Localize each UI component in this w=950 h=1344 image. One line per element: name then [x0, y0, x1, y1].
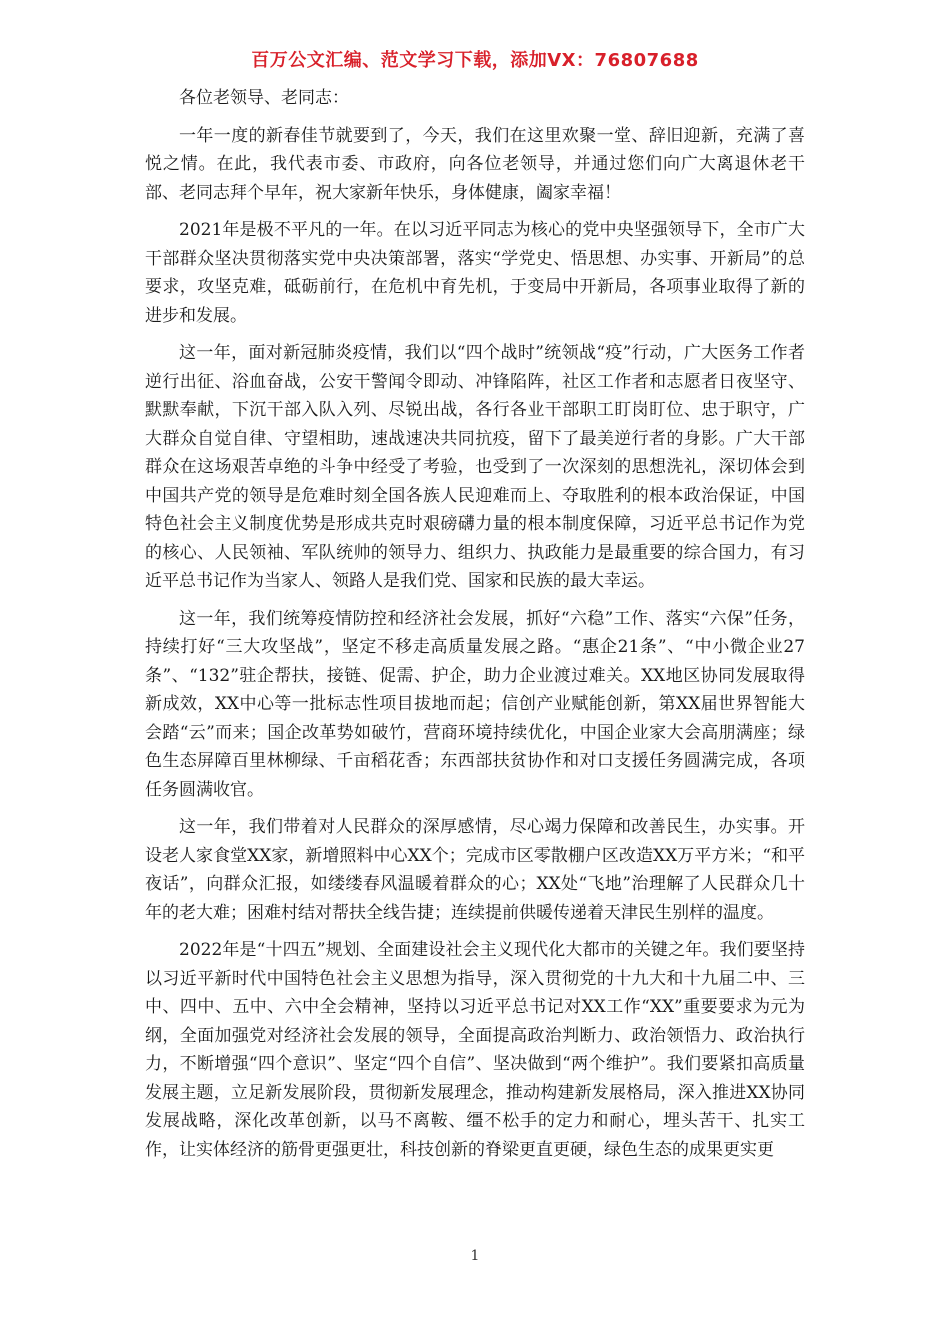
salutation: 各位老领导、老同志： — [179, 88, 349, 108]
paragraph-livelihood: 这一年，我们带着对人民群众的深厚感情，尽心竭力保障和改善民生，办实事。开设老人家食堂XX家，新增照料中心XX个；完成市区零散棚户区改造XX万平方米；“和平夜话”，向群众汇报，如缕缕春风温暖着群众的心；XX处“飞地”治理解了人民群众几十年的老大难；困难村结对帮扶全线告捷；连续提前供暖传递着天津民生别样的温度。 — [145, 817, 805, 923]
header-banner: 百万公文汇编、范文学习下载，添加VX：76807688 — [251, 50, 699, 71]
paragraph-greeting: 一年一度的新春佳节就要到了，今天，我们在这里欢聚一堂、辞旧迎新，充满了喜悦之情。在此，我代表市委、市政府，向各位老领导，并通过您们向广大离退休老干部、老同志拜个早年，祝大家新年快乐，身体健康，阖家幸福！ — [145, 125, 805, 203]
page-number: 1 — [470, 1248, 480, 1264]
paragraph-economy: 这一年，我们统筹疫情防控和经济社会发展，抓好“六稳”工作、落实“六保”任务，持续打好“三大攻坚战”，坚定不移走高质量发展之路。“惠企21条”、“中小微企业27条”、“132”驻企帮扶，接链、促需、护企，助力企业渡过难关。XX地区协同发展取得新成效，XX中心等一批标志性项目拔地而起；信创产业赋能创新，第XX届世界智能大会踏“云”而来；国企改革势如破竹，营商环境持续优化，中国企业家大会高朋满座；绿色生态屏障百里林柳绿、千亩稻花香；东西部扶贫协作和对口支援任务圆满完成，各项任务圆满收官。 — [145, 608, 805, 800]
paragraph-2021-overview: 2021年是极不平凡的一年。在以习近平同志为核心的党中央坚强领导下，全市广大干部群众坚决贯彻落实党中央决策部署，落实“学党史、悟思想、办实事、开新局”的总要求，攻坚克难，砥砺前行，在危机中育先机，于变局中开新局，各项事业取得了新的进步和发展。 — [145, 220, 805, 326]
paragraph-epidemic: 这一年，面对新冠肺炎疫情，我们以“四个战时”统领战“疫”行动，广大医务工作者逆行出征、浴血奋战，公安干警闻令即动、冲锋陷阵，社区工作者和志愿者日夜坚守、默默奉献，下沉干部入队入列、尽锐出战，各行各业干部职工盯岗盯位、忠于职守，广大群众自觉自律、守望相助，速战速决共同抗疫，留下了最美逆行者的身影。广大干部群众在这场艰苦卓绝的斗争中经受了考验，也受到了一次深刻的思想洗礼，深切体会到中国共产党的领导是危难时刻全国各族人民迎难而上、夺取胜利的根本政治保证，中国特色社会主义制度优势是形成共克时艰磅礴力量的根本制度保障，习近平总书记作为党的核心、人民领袖、军队统帅的领导力、组织力、执政能力是最重要的综合国力，有习近平总书记作为当家人、领路人是我们党、国家和民族的最大幸运。 — [145, 343, 805, 591]
document-body — [145, 84, 805, 1173]
paragraph-2022-plan: 2022年是“十四五”规划、全面建设社会主义现代化大都市的关键之年。我们要坚持以习近平新时代中国特色社会主义思想为指导，深入贯彻党的十九大和十九届二中、三中、四中、五中、六中全会精神，坚持以习近平总书记对XX工作“XX”重要要求为元为纲，全面加强党对经济社会发展的领导，全面提高政治判断力、政治领悟力、政治执行力，不断增强“四个意识”、坚定“四个自信”、坚决做到“两个维护”。我们要紧扣高质量发展主题，立足新发展阶段，贯彻新发展理念，推动构建新发展格局，深入推进XX协同发展战略，深化改革创新，以马不离鞍、缰不松手的定力和耐心，埋头苦干、扎实工作，让实体经济的筋骨更强更壮，科技创新的脊梁更直更硬，绿色生态的成果更实更 — [145, 940, 805, 1160]
